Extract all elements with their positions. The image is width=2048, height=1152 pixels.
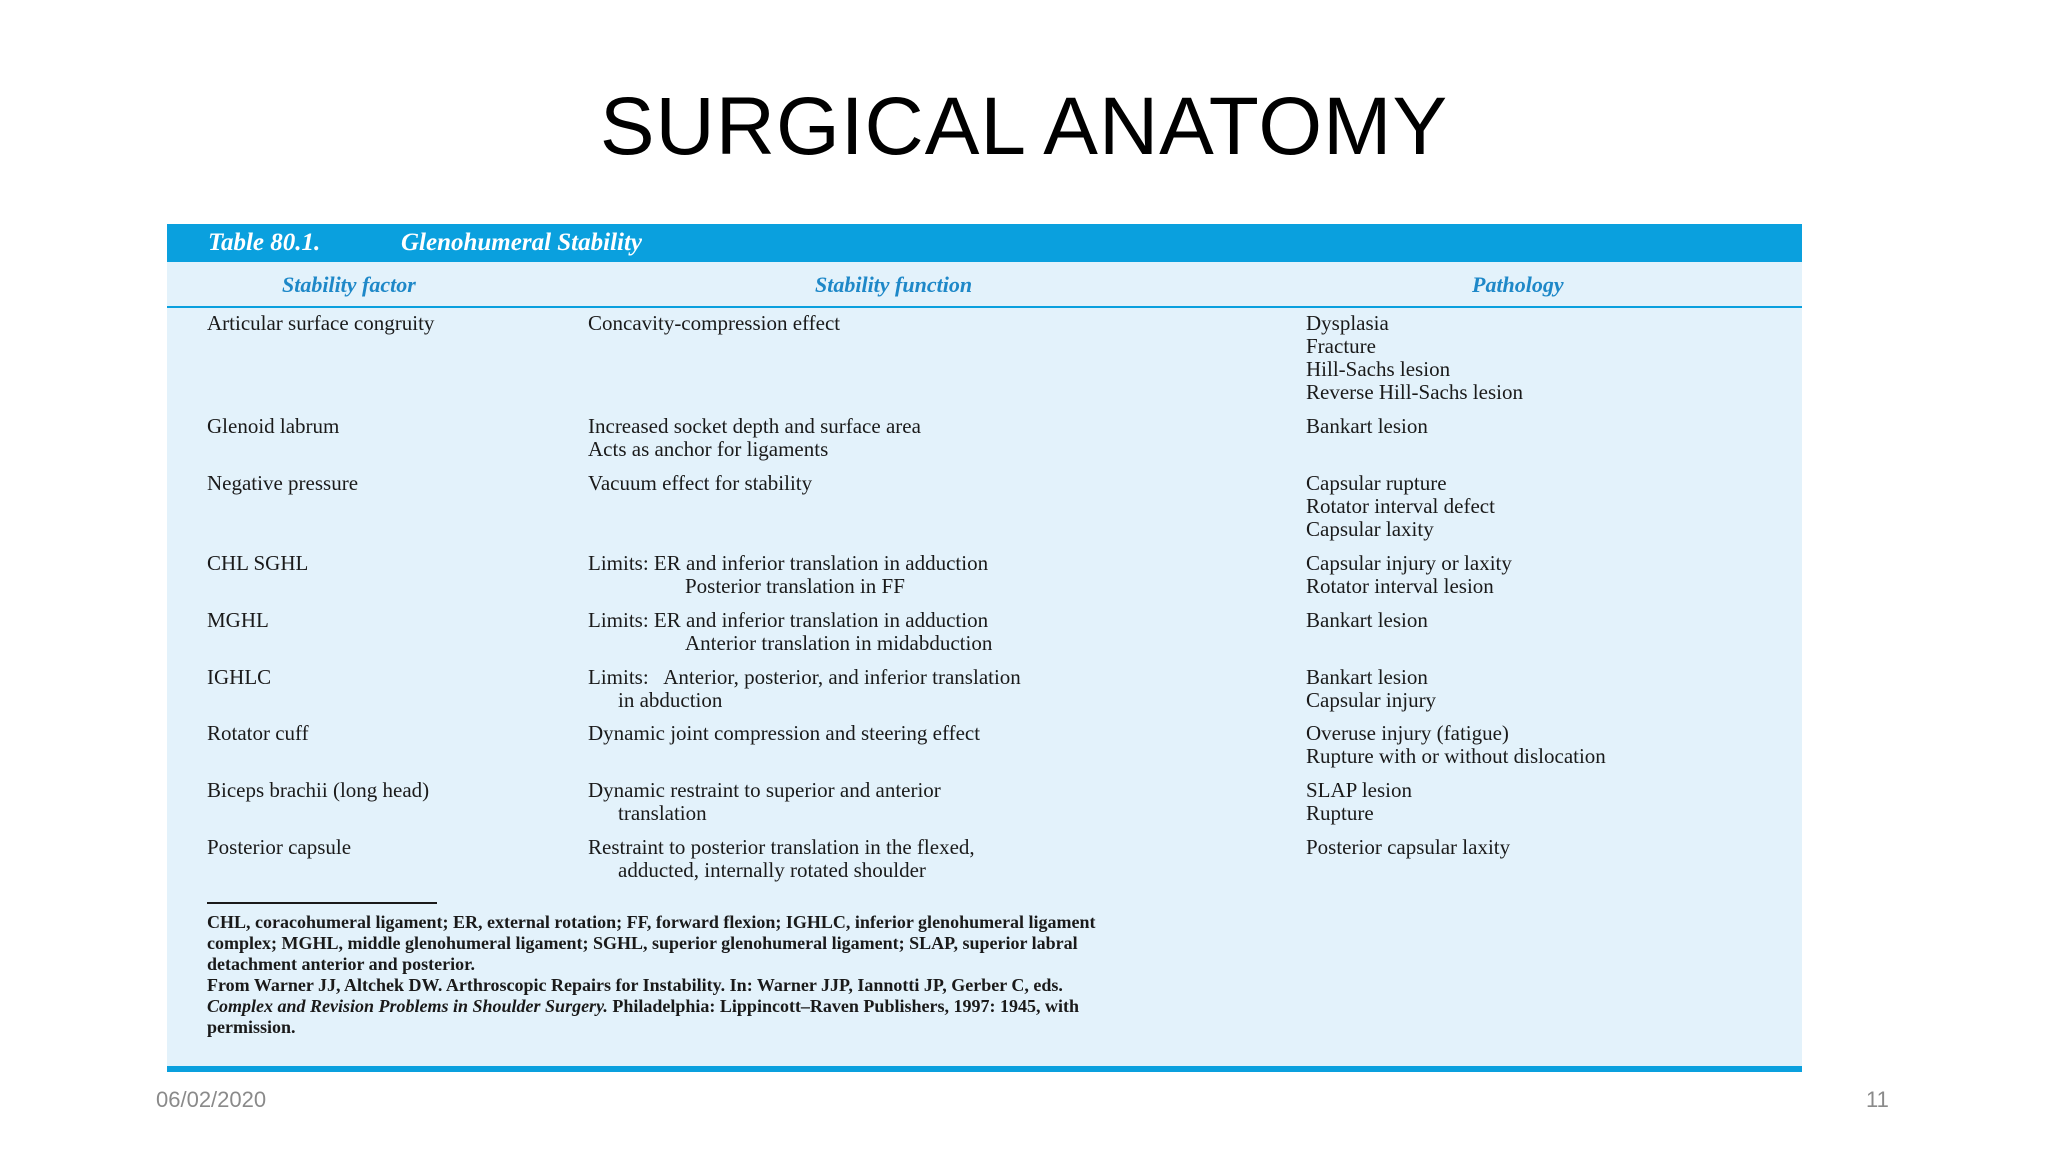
- table-footnotes: [207, 912, 1587, 1038]
- slide-title: SURGICAL ANATOMY: [599, 81, 1449, 172]
- cell-pathology: Capsular rupture Rotator interval defect Capsular laxity: [1306, 471, 1495, 541]
- cell-function: Restraint to posterior translation in the flexed, adducted, internally rotated shoulder: [588, 835, 975, 882]
- footnote-line: complex; MGHL, middle glenohumeral ligament; SGHL, superior glenohumeral ligament; SLAP, superior labral: [207, 933, 1078, 953]
- cell-function: Concavity-compression effect: [588, 311, 841, 335]
- cell-pathology: SLAP lesion Rupture: [1306, 778, 1412, 825]
- footnote-divider: [207, 902, 437, 904]
- footnote-line: detachment anterior and posterior.: [207, 954, 475, 974]
- cell-pathology: Dysplasia Fracture Hill-Sachs lesion Reverse Hill-Sachs lesion: [1306, 311, 1523, 404]
- header-stability-factor: Stability factor: [282, 272, 416, 297]
- cell-factor: Biceps brachii (long head): [207, 778, 430, 802]
- cell-factor: Glenoid labrum: [207, 414, 340, 438]
- footnote-publisher: Philadelphia: Lippincott–Raven Publishers, 1997: 1945, with: [607, 996, 1079, 1016]
- cell-factor: Posterior capsule: [207, 835, 352, 859]
- cell-factor: Articular surface congruity: [207, 311, 435, 335]
- cell-pathology: Bankart lesion: [1306, 414, 1428, 438]
- footnote-line: [207, 996, 1587, 1017]
- slide-page-number: 11: [1866, 1087, 1889, 1112]
- cell-pathology: Bankart lesion Capsular injury: [1306, 665, 1437, 712]
- header-pathology: Pathology: [1472, 272, 1564, 297]
- cell-function: Limits: Anterior, posterior, and inferior translation in abduction: [588, 665, 1021, 712]
- cell-factor: Rotator cuff: [207, 721, 309, 745]
- header-stability-function: Stability function: [815, 272, 973, 297]
- table-caption-bar: [167, 224, 1802, 262]
- footnote-line: permission.: [207, 1017, 296, 1037]
- slide-date: 06/02/2020: [156, 1087, 267, 1112]
- cell-pathology: Posterior capsular laxity: [1306, 835, 1511, 859]
- footnote-line: CHL, coracohumeral ligament; ER, external rotation; FF, forward flexion; IGHLC, inferior glenohumeral ligament: [207, 912, 1096, 932]
- cell-pathology: Overuse injury (fatigue) Rupture with or without dislocation: [1306, 721, 1606, 768]
- cell-function: Dynamic joint compression and steering effect: [588, 721, 981, 745]
- cell-pathology: Capsular injury or laxity Rotator interval lesion: [1306, 551, 1512, 598]
- cell-function: Limits: ER and inferior translation in adduction Posterior translation in FF: [588, 551, 989, 598]
- cell-factor: MGHL: [207, 608, 269, 632]
- table-bottom-rule: [167, 1066, 1802, 1072]
- cell-pathology: Bankart lesion: [1306, 608, 1428, 632]
- table-number: Table 80.1.: [208, 229, 321, 256]
- cell-factor: IGHLC: [207, 665, 272, 689]
- cell-function: Dynamic restraint to superior and anterior translation: [588, 778, 941, 825]
- table-header-row: [167, 262, 1802, 308]
- table-title: Glenohumeral Stability: [401, 229, 643, 256]
- cell-factor: CHL SGHL: [207, 551, 309, 575]
- cell-factor: Negative pressure: [207, 471, 359, 495]
- footnote-line: From Warner JJ, Altchek DW. Arthroscopic Repairs for Instability. In: Warner JJP, Iannotti JP, Gerber C, eds.: [207, 975, 1063, 995]
- footnote-book-title: Complex and Revision Problems in Shoulder Surgery.: [207, 996, 608, 1016]
- table-figure: [167, 224, 1802, 1072]
- cell-function: Limits: ER and inferior translation in adduction Anterior translation in midabduction: [588, 608, 993, 655]
- cell-function: Vacuum effect for stability: [588, 471, 813, 495]
- cell-function: Increased socket depth and surface area Acts as anchor for ligaments: [588, 414, 921, 461]
